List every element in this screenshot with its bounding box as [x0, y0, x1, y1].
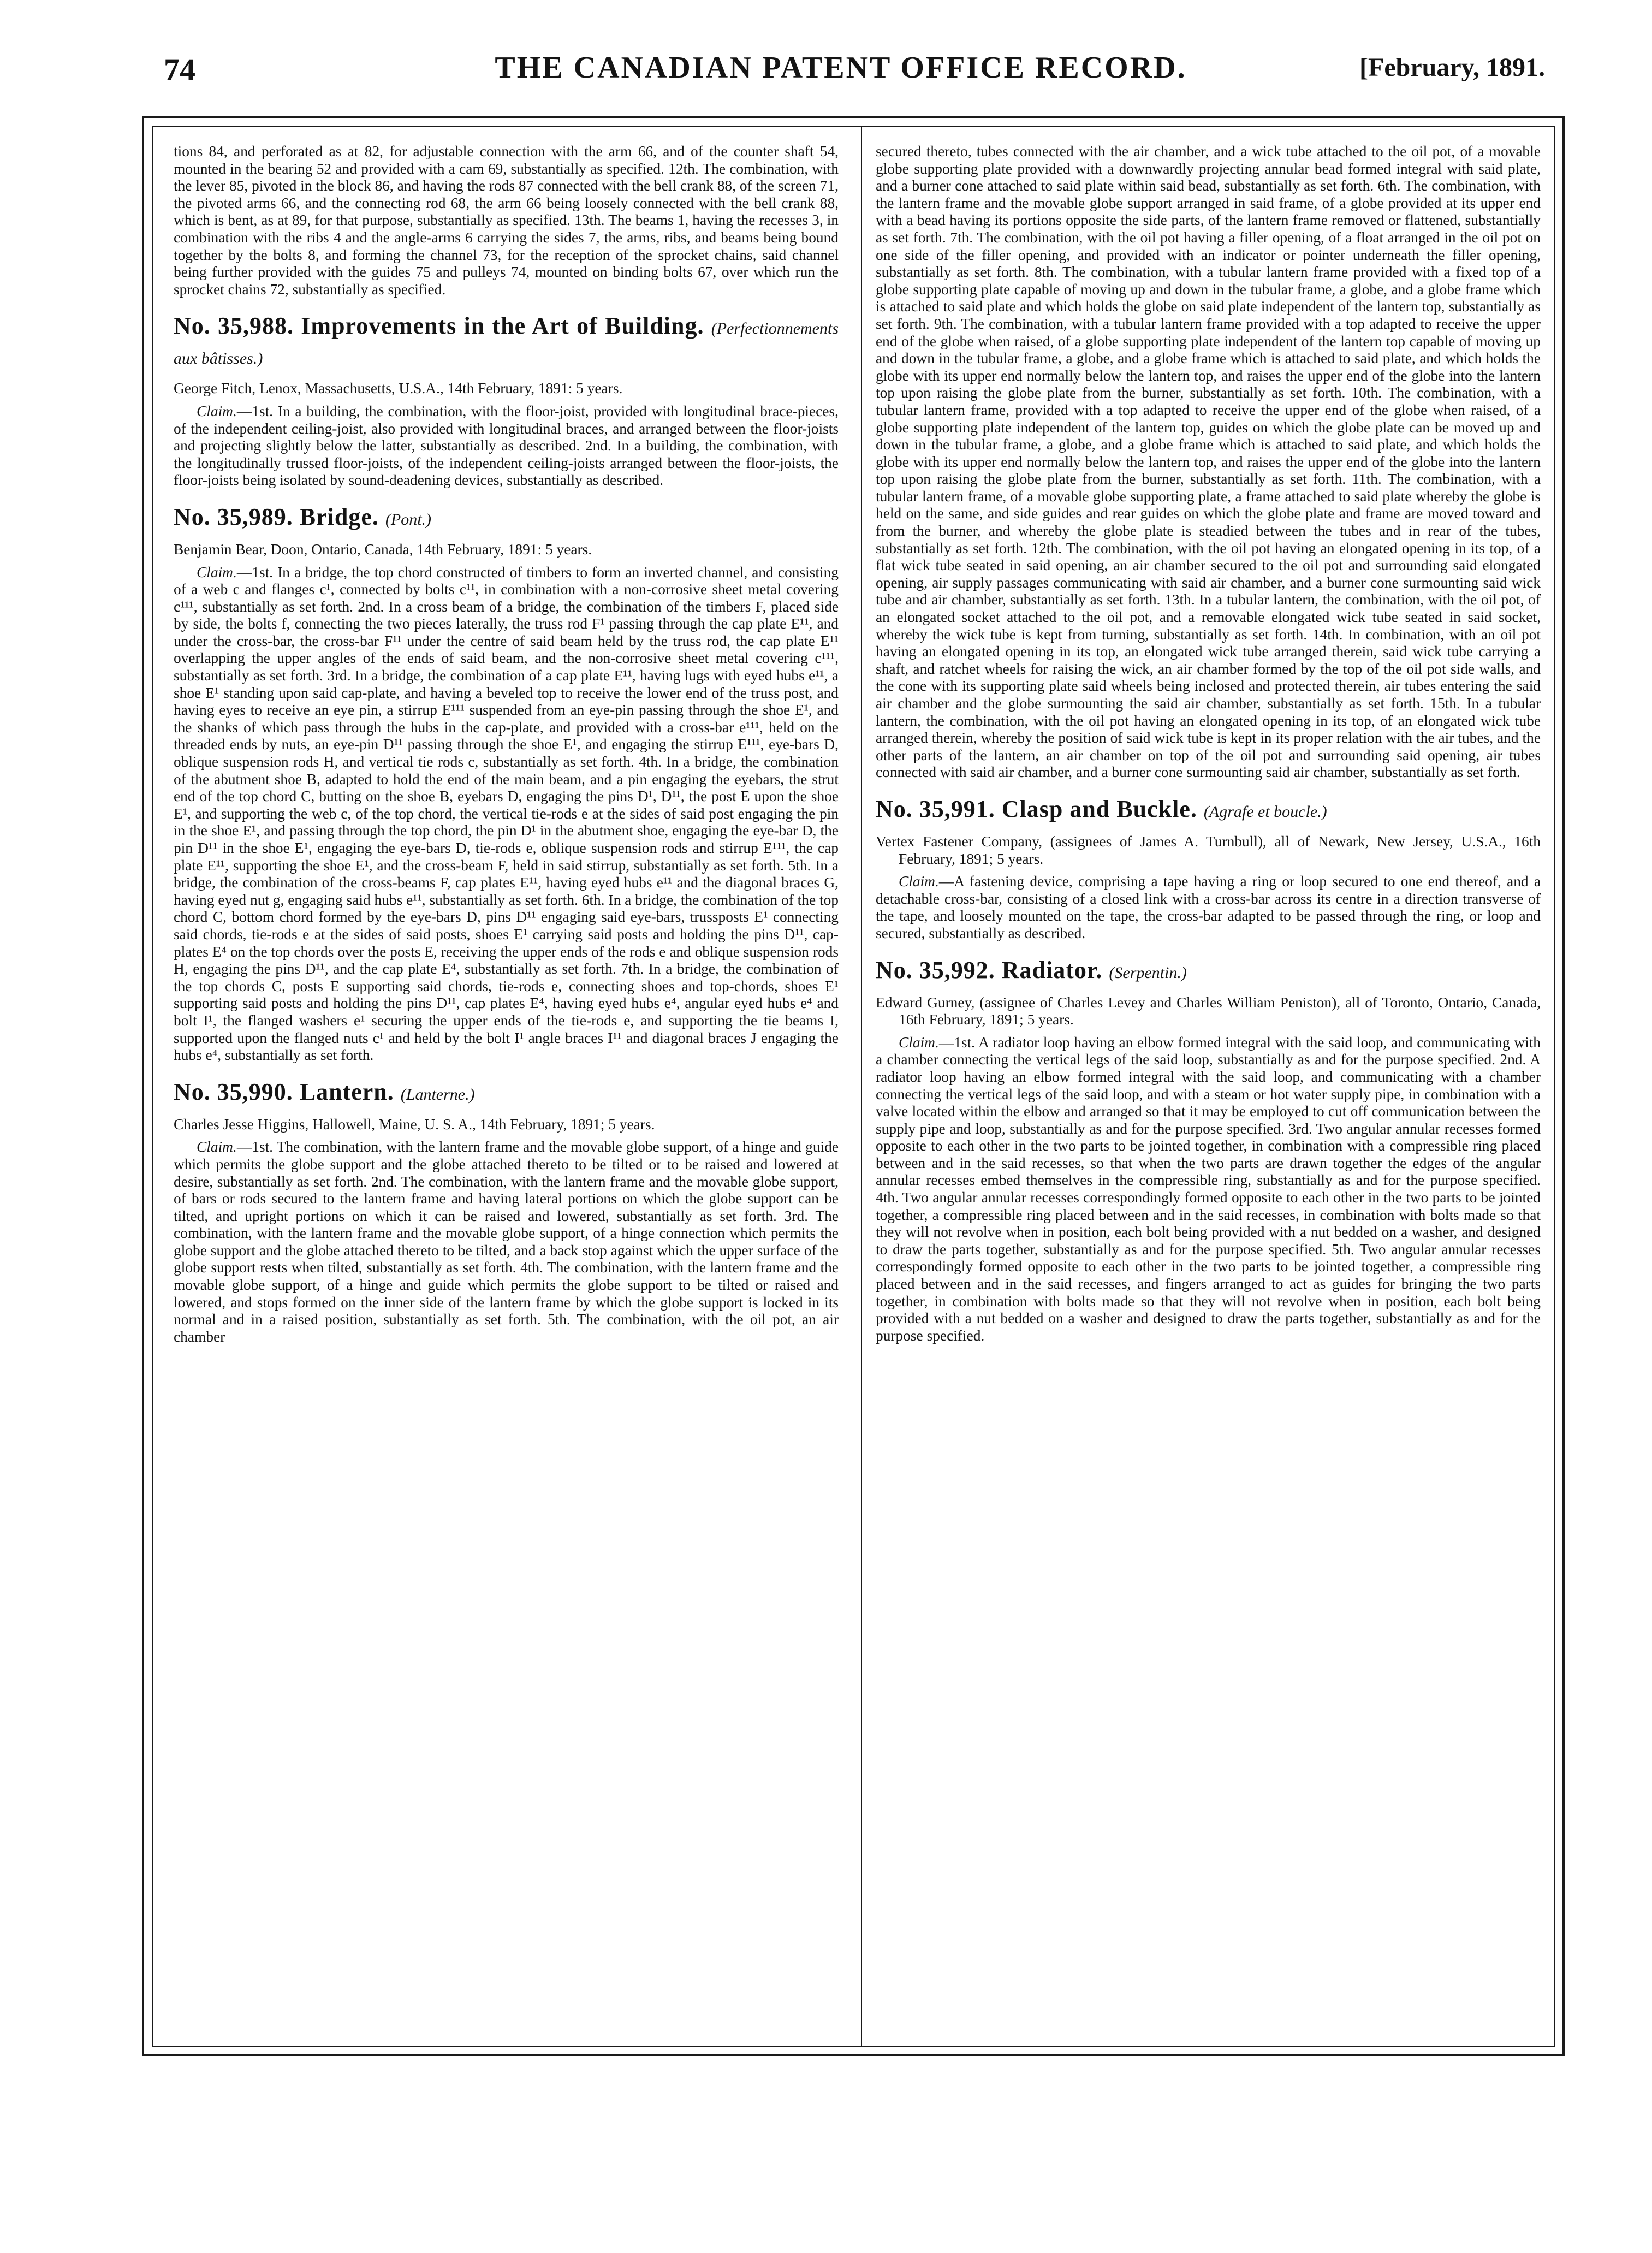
claim-text: —A fastening device, comprising a tape having a ring or loop secured to one end thereof, and a detachable cross-bar, consisting of a closed link with a cross-bar across its centre in a direction transverse of the tape, and loosely mounted on the tape, the cross-bar adapted to be passed through the ring, or loop and secured, substantially as described. — [876, 873, 1541, 941]
claim-label: Claim. — [197, 402, 237, 419]
page-frame — [142, 116, 1565, 2056]
journal-title: THE CANADIAN PATENT OFFICE RECORD. — [495, 51, 1187, 85]
patent-entry-35992 — [876, 957, 1541, 1345]
patent-heading — [174, 503, 839, 533]
patent-heading — [174, 312, 839, 372]
continued-claim-text: tions 84, and perforated as at 82, for adjustable connection with the arm 66, and of the counter shaft 54, mounted in the bearing 52 and provided with a cam 69, substantially as specified. 12th. The combination, with the lever 85, pivoted in the block 86, and having the rods 87 connected with the bell crank 88, of the screen 71, the pivoted arms 66, and the connecting rod 68, the arm 66 being loosely connected with the bell crank 88, which is bent, as at 89, for that purpose, substantially as specified. 13th. The beams 1, having the recesses 3, in combination with the ribs 4 and the angle-arms 6 carrying the sides 7, the arms, ribs, and beams being bound together by the bolts 8, and forming the channel 73, for the reception of the sprocket chains, said channel being further provided with the guides 75 and pulleys 74, mounted on binding bolts 67, over which run the sprocket chains 72, substantially as specified. — [174, 143, 839, 298]
claim-text: —1st. A radiator loop having an elbow formed integral with the said loop, and communicating with a chamber connecting the vertical legs of the said loop, substantially as and for the purpose specified. 2nd. A radiator loop having an elbow formed integral with the said loop, and communicating with a chamber connecting the vertical legs of the said loop, and with a steam or hot water supply pipe, in combination with a valve located within the elbow and arranged so that it may be employed to cut off communication between the supply pipe and loop, substantially as and for the purpose specified. 3rd. Two angular annular recesses formed opposite to each other in the two parts to be jointed together, in combination with a compressible ring placed between and in the said recesses, so that when the two parts are drawn together the edges of the angular annular recesses embed themselves in the compressible ring, substantially as and for the purpose specified. 4th. Two angular annular recesses correspondingly formed opposite to each other in the two parts to be jointed together, a compressible ring placed between and in the said recesses, in combination with bolts made so that they will not revolve when in position, each bolt being provided with a nut bedded on a washer, and designed to draw the parts together, substantially as and for the purpose specified. 5th. Two angular annular recesses correspondingly formed opposite to each other in the two parts to be jointed together, a compressible ring placed between and in the said recesses, and fingers arranged to act as guides for bringing the two parts together, in combination with bolts made so that they will not revolve when in position, each bolt being provided with a nut bedded on a washer and designed to draw the parts together, substantially as and for the purpose specified. — [876, 1034, 1541, 1344]
patent-entry-35988 — [174, 312, 839, 489]
column-divider — [861, 127, 862, 2046]
patent-french-title: (Pont.) — [385, 510, 432, 529]
patent-heading — [174, 1078, 839, 1108]
patent-claim — [174, 403, 839, 489]
patent-title: No. 35,988. Improvements in the Art of Building. — [174, 312, 704, 340]
patent-title: No. 35,992. Radiator. — [876, 956, 1103, 983]
patent-claim — [174, 564, 839, 1064]
page-frame-inner — [152, 126, 1555, 2047]
patent-title: No. 35,990. Lantern. — [174, 1078, 394, 1105]
claim-label: Claim. — [899, 873, 939, 890]
issue-date: [February, 1891. — [1359, 53, 1545, 82]
patent-french-title: (Serpentin.) — [1109, 963, 1187, 982]
patent-entry-35990 — [174, 1078, 839, 1346]
patent-heading — [876, 796, 1541, 826]
patent-french-title: (Agrafe et boucle.) — [1203, 802, 1327, 821]
patent-inventor: Charles Jesse Higgins, Hallowell, Maine, U. S. A., 14th February, 1891; 5 years. — [174, 1116, 655, 1133]
left-column — [174, 143, 839, 1345]
patent-claim — [174, 1139, 839, 1345]
patent-entry-35989 — [174, 503, 839, 1064]
continued-claim-text: secured thereto, tubes connected with the air chamber, and a wick tube attached to the oil pot, of a movable globe supporting plate provided with a downwardly projecting annular bead formed integral with said plate, and a burner cone attached to said plate within said bead, substantially as set forth. 6th. The combination, with the lantern frame and the movable globe support arranged in said frame, of a globe provided at its upper end with a bead having its portions opposite the side parts, of the lantern frame removed or flattened, substantially as set forth. 7th. The combination, with the oil pot having a filler opening, of a float arranged in the oil pot on one side of the filler opening, and provided with an indicator or pointer underneath the filler opening, substantially as set forth. 8th. The combination, with a tubular lantern frame provided with a fixed top of a globe supporting plate capable of moving up and down in the tubular frame, a globe, and a globe frame which is attached to said plate and which holds the globe on said plate independent of the lantern top, substantially as set forth. 9th. The combination, with a tubular lantern frame provided with a top adapted to receive the upper end of the globe when raised, of a globe supporting plate independent of the lantern top capable of moving up and down in the tubular frame, a globe, and a globe frame which is attached to said plate, and which holds the globe with its upper end normally below the lantern top, and raises the upper end of the globe into the lantern top upon raising the globe plate from the burner, substantially as set forth. 10th. The combination, with a tubular lantern frame, provided with a top adapted to receive the upper end of the globe when raised, of a globe supporting plate independent of the lantern top, guides on which the globe plate can be moved up and down in the tubular frame, a globe, and a globe frame which is attached to said plate, and which holds the globe with its upper end normally below the lantern top, and raises the upper end of the globe into the lantern top upon raising the globe plate from the burner, substantially as set forth. 11th. The combination, with a tubular lantern frame, of a movable globe supporting plate, a frame attached to said plate whereby the globe is held on the same, and side guides and rear guides on which the globe plate and frame are moved toward and from the burner, and whereby the globe plate is steadied between the tubes and in rear of the tubes, substantially as set forth. 12th. The combination, with the oil pot having an elongated opening in its top, of a flat wick tube seated in said opening, an air chamber secured to the oil pot and surrounding said elongated opening, air supply passages communicating with said air chamber, and a burner cone surmounting said wick tube and air chamber, substantially as set forth. 13th. In a tubular lantern, the combination, with the oil pot, of an elongated socket attached to the oil pot, and a removable elongated wick tube seated in said socket, whereby the wick tube is kept from turning, substantially as set forth. 14th. In combination, with an oil pot having an elongated opening in its top, an elongated wick tube arranged therein, said wick tube carrying a shaft, and ratchet wheels for raising the wick, an air chamber formed by the top of the oil pot side walls, and the cone with its supporting plate said wheels being inclosed and protected therein, air tubes entering the said air chamber and the globe surmounting the said air chamber, substantially as set forth. 15th. In a tubular lantern, the combination, with the oil pot having an elongated opening in its top, of an elongated wick tube arranged therein, whereby the position of said wick tube is kept in its proper relation with the air tubes, and the other parts of the lantern, an air chamber on top of the oil pot and surrounding said opening, air tubes connected with said air chamber, and a burner cone surmounting said air chamber, substantially as set forth. — [876, 143, 1541, 781]
claim-text: —1st. In a bridge, the top chord constructed of timbers to form an inverted channel, and consisting of a web c and flanges c¹, connected by bolts c¹¹, in combination with a non-corrosive sheet metal covering c¹¹¹, substantially as set forth. 2nd. In a cross beam of a bridge, the combination of the timbers F, placed side by side, the bolts f, connecting the two pieces laterally, the truss rod F¹ passing through the cap plate E¹¹, and under the cross-bar, the cross-bar F¹¹ under the centre of said beam held by the truss rod, the cap plate E¹¹ overlapping the upper angles of the ends of said beam, and the non-corrosive sheet metal covering c¹¹¹, substantially as set forth. 3rd. In a bridge, the combination of a cap plate E¹¹, having lugs with eyed hubs e¹¹, a shoe E¹ standing upon said cap-plate, and having a beveled top to receive the lower end of the truss post, and having eyes to receive an eye pin, a stirrup E¹¹¹ suspended from an eye-pin passing through the shoe E¹, and the shanks of which pass through the hubs in the cap-plate, and provided with a cross-bar e¹¹¹, held on the threaded ends by nuts, an eye-pin D¹¹ passing through the shoe E¹, and engaging the stirrup E¹¹¹, eye-bars D, oblique suspension rods H, and vertical tie rods c, substantially as set forth. 4th. In a bridge, the combination of the abutment shoe B, adapted to hold the end of the main beam, and a pin engaging the eyebars, the strut end of the top chord C, butting on the shoe B, eyebars D, engaging the pins D¹, D¹¹, the post E upon the shoe E¹, and supporting the web c, of the top chord, the vertical tie-rods e at the sides of said post engaging the pin in the shoe E¹, and passing through the top chord, the pin D¹ in the abutment shoe, engaging the eye-bar D, the pin D¹¹ in the shoe E¹, engaging the eye-bars D, tie-rods e, oblique suspension rods and stirrup E¹¹¹, the cap plate E¹¹, supporting the shoe E¹, and the cross-beam F, held in said stirrup, substantially as set forth. 5th. In a bridge, the combination of the cross-beams F, cap plates E¹¹, having eyed hubs e¹¹ and the diagonal braces G, having eyed nut g, engaging said hubs e¹¹, substantially as set forth. 6th. In a bridge, the combination of the top chord C, bottom chord formed by the eye-bars D, pins D¹¹ engaging said eye-bars, trussposts E¹ connecting said chords, tie-rods e at the sides of said posts, shoes E¹ carrying said posts and holding the pins D¹¹, cap-plates E⁴ on the top chords over the posts E, receiving the upper ends of the rods e and oblique suspension rods H, engaging the pins D¹¹, and the cap plate E⁴, substantially as set forth. 7th. In a bridge, the combination of the top chords C, posts E supporting said chords, tie-rods e, connecting shoes and top-chords, shoes E¹ supporting said posts and holding the pins D¹¹, cap plates E⁴, having eyed hubs e⁴, angular eyed hubs e⁴ and bolt I¹, the flanged washers e¹ securing the upper ends of the tie-rods e, and supporting the tie beams I, supported upon the flanged nuts c¹ and held by the bolt I¹ angle braces I¹¹ and diagonal braces J engaging the hubs e⁴, substantially as set forth. — [174, 564, 839, 1064]
claim-label: Claim. — [197, 1139, 237, 1155]
claim-label: Claim. — [899, 1034, 939, 1051]
right-column — [876, 143, 1541, 1344]
patent-title: No. 35,991. Clasp and Buckle. — [876, 795, 1197, 822]
claim-label: Claim. — [197, 564, 237, 580]
patent-claim — [876, 873, 1541, 942]
patent-inventor: George Fitch, Lenox, Massachusetts, U.S.A., 14th February, 1891: 5 years. — [174, 380, 623, 397]
patent-title: No. 35,989. Bridge. — [174, 503, 379, 530]
page-number: 74 — [164, 52, 195, 87]
claim-text: —1st. The combination, with the lantern frame and the movable globe support, of a hinge and guide which permits the globe support and the globe attached thereto to be tilted or to be raised and lowered at desire, substantially as set forth. 2nd. The combination, with the lantern frame and the movable globe support, of bars or rods secured to the lantern frame and having lateral portions on which the globe support can be tilted, and upright portions on which it can be raised and lowered, substantially as set forth. 3rd. The combination, with the lantern frame and the movable globe support, of a hinge connection which permits the globe support and the globe attached thereto to be tilted, and a back stop against which the upper surface of the globe support rests when tilted, substantially as set forth. 4th. The combination, with the lantern frame and the movable globe support, of a hinge and guide which permits the globe support to be tilted or raised and lowered, and stops formed on the inner side of the lantern frame by which the globe support is locked in its normal and in a raised position, substantially as set forth. 5th. The combination, with the oil pot, an air chamber — [174, 1139, 839, 1345]
patent-french-title: (Lanterne.) — [400, 1085, 475, 1104]
patent-inventor: Edward Gurney, (assignee of Charles Levey and Charles William Peniston), all of Toronto, Ontario, Canada, 16th February, 1891; 5 years. — [876, 994, 1541, 1028]
patent-claim — [876, 1034, 1541, 1345]
claim-text: —1st. In a building, the combination, with the floor-joist, provided with longitudinal brace-pieces, of the independent ceiling-joist, also provided with longitudinal braces, and arranged between the floor-joists and projecting slightly below the latter, substantially as described. 2nd. In a building, the combination, with the longitudinally trussed floor-joists, of the independent ceiling-joists arranged between the floor-joists, the floor-joists being isolated by sound-deadening devices, substantially as described. — [174, 402, 839, 489]
page-header — [126, 45, 1556, 94]
patent-french-title: (Perfectionnements aux bâtisses.) — [174, 319, 839, 368]
patent-inventor: Benjamin Bear, Doon, Ontario, Canada, 14th February, 1891: 5 years. — [174, 541, 592, 558]
patent-inventor: Vertex Fastener Company, (assignees of James A. Turnbull), all of Newark, New Jersey, U.S.A., 16th February, 1891; 5 years. — [876, 833, 1541, 867]
patent-entry-35991 — [876, 796, 1541, 942]
patent-heading — [876, 957, 1541, 987]
